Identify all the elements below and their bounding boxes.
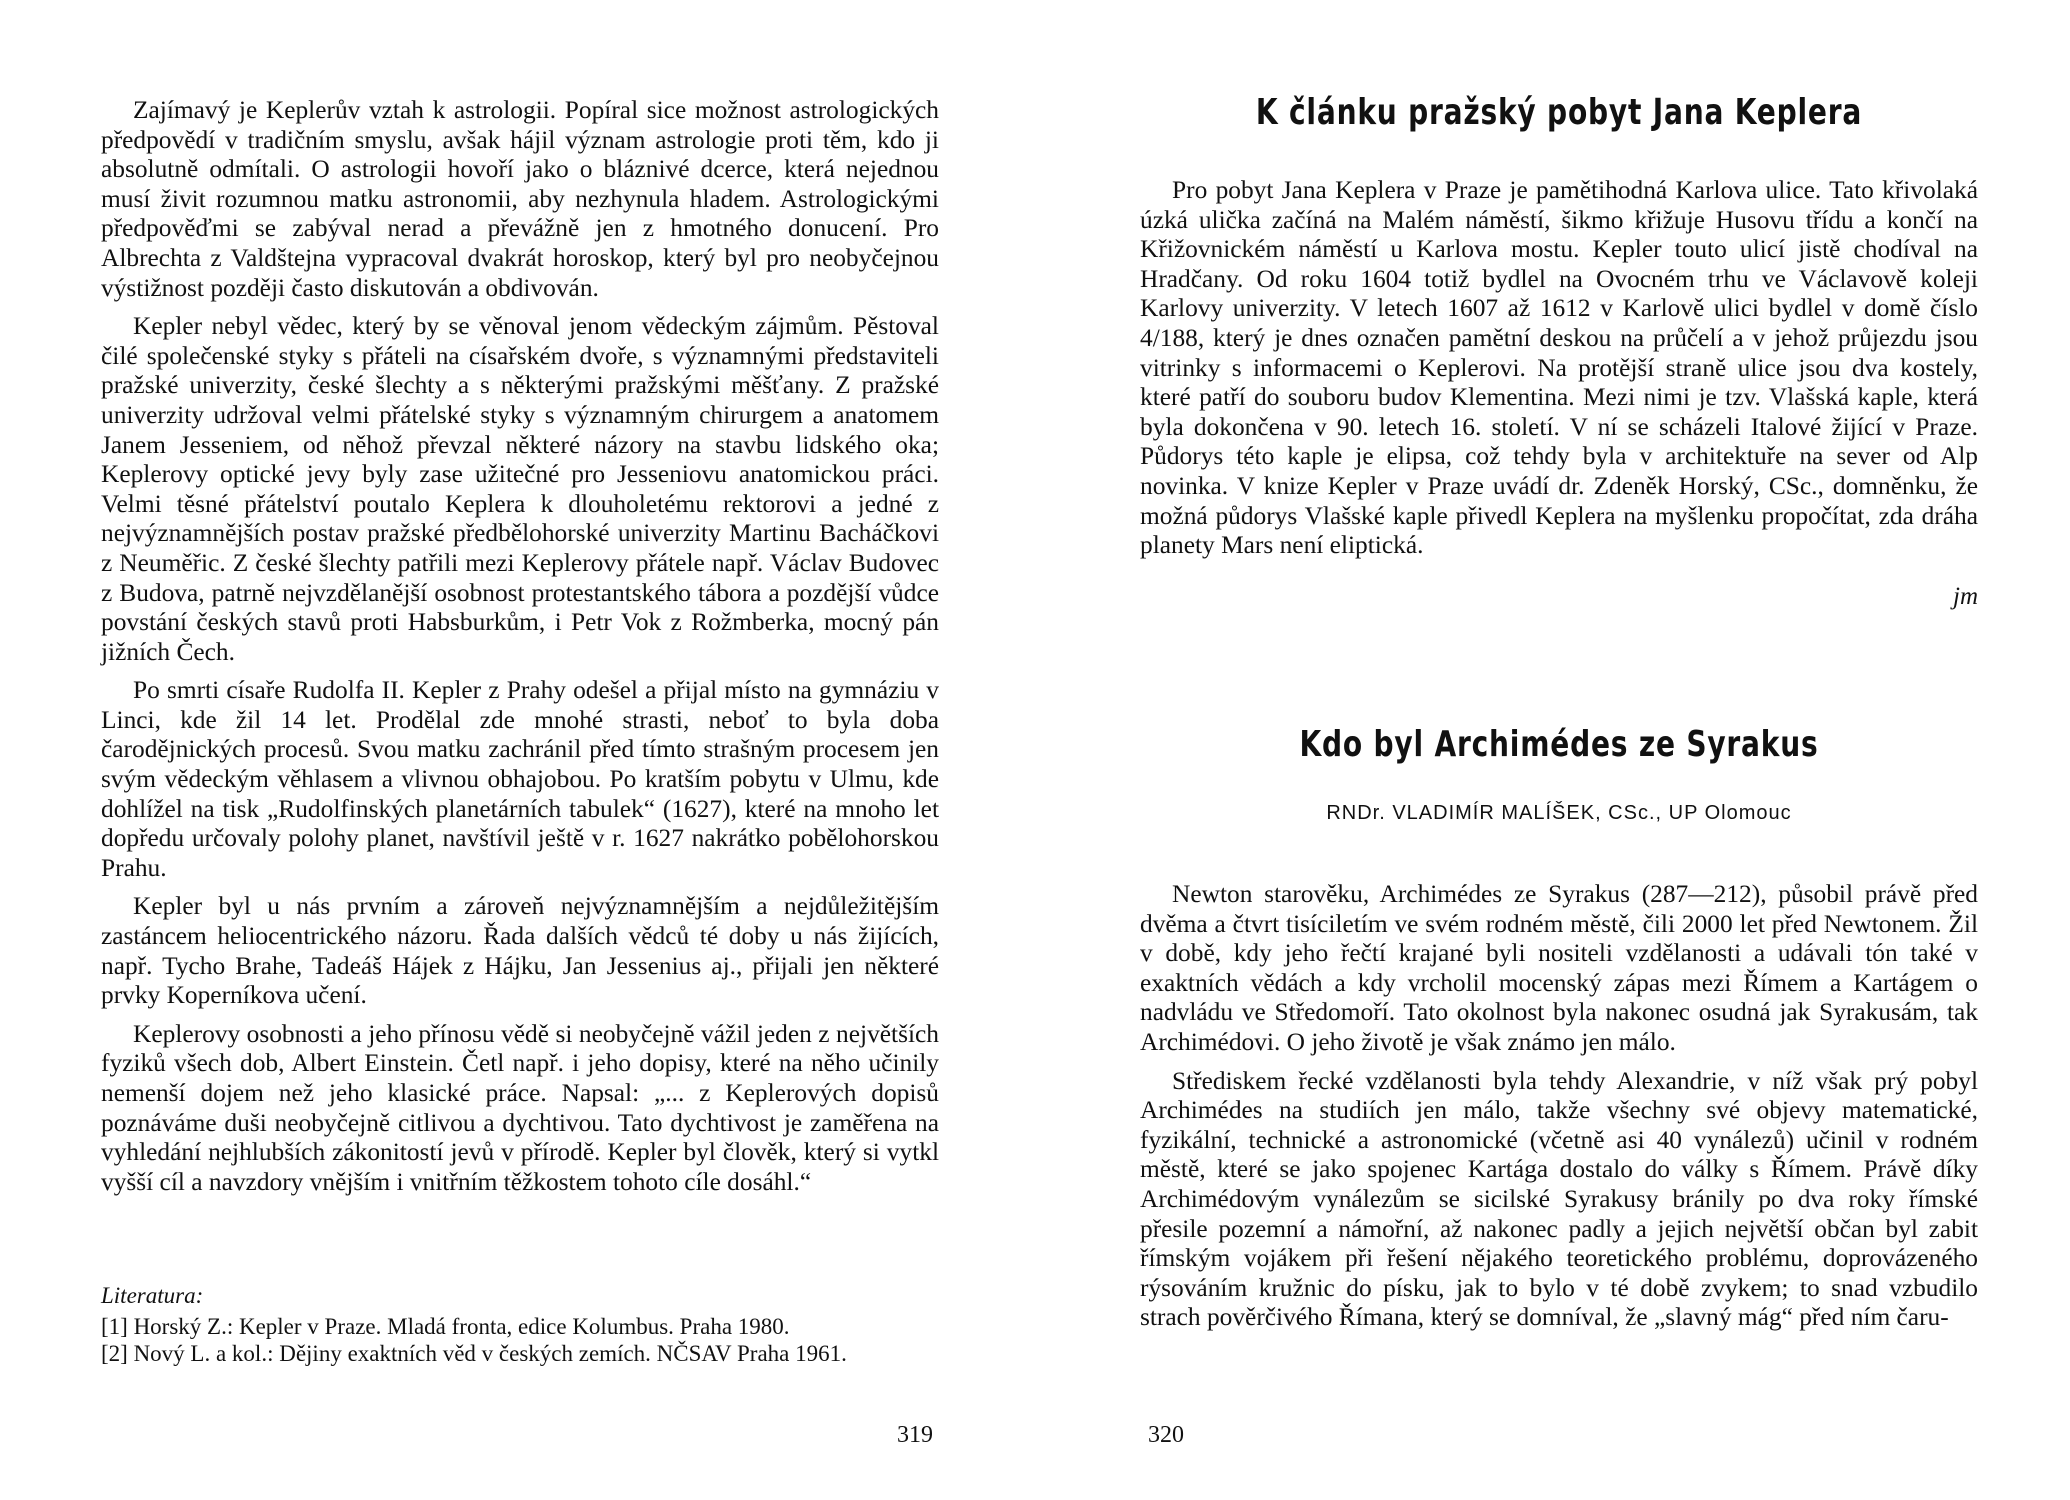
paragraph: Kepler byl u nás prvním a zároveň nejvýznamnějším a nejdůležitějším zastáncem heliocentrického názoru. Řada dalších vědců té doby u nás žijících, např. Tycho Brahe, Tadeáš Hájek z Hájku, Jan Jessenius aj., přijali jen některé prvky Koperníkova učení.: [101, 892, 939, 1010]
literature-title: Literatura:: [101, 1283, 204, 1308]
paragraph: Střediskem řecké vzdělanosti byla tehdy Alexandrie, v níž však prý pobyl Archimédes na studiích jen málo, takže všechny své objevy matematické, fyzikální, technické a astronomické (včetně asi 40 vynálezů) učinil v rodném městě, které se jako spojenec Kartága dostalo do války s Římem. Právě díky Archimédovým vynálezům se sicilské Syrakusy bránily po dva roky římské přesile pozemní a námořní, až nakonec padly a jejich největší občan byl zabit římským vojákem při řešení nějakého teoretického problému, doprovázeného rýsováním kružnic do písku, jak to bylo v té době zvykem; to snad vzbudilo strach pověrčivého Římana, který se domníval, že „slavný mág“ před ním čaru-: [1140, 1066, 1978, 1332]
author-byline: RNDr. VLADIMÍR MALÍŠEK, CSc., UP Olomouc: [1326, 802, 1792, 824]
paragraph: Zajímavý je Keplerův vztah k astrologii. Popíral sice možnost astrologických předpovědí v tradičním smyslu, avšak hájil význam astrologie proti těm, kdo ji absolutně odmítali. O astrologii hovoří jako o bláznivé dcerce, která nejednou musí živit rozumnou matku astronomii, aby nezhynula hladem. Astrologickými předpověďmi se zabýval nerad a převážně jen z hmotného donucení. Pro Albrechta z Valdštejna vypracoval dvakrát horoskop, který byl pro neobyčejnou výstižnost později často diskutován a obdivován.: [101, 96, 939, 302]
paragraph: Keplerovy osobnosti a jeho přínosu vědě si neobyčejně vážil jeden z největších fyziků všech dob, Albert Einstein. Četl např. i jeho dopisy, které na něho učinily nemenší dojem než jeho klasické práce. Napsal: „... z Keplerových dopisů poznáváme duši neobyčejně citlivou a dychtivou. Tato dychtivost je zaměřena na vyhledání nejhlubších zákonitostí jevů v přírodě. Kepler byl člověk, který si vytkl vyšší cíl a navzdory vnějším i vnitřním těžkostem tohoto cíle dosáhl.“: [101, 1019, 939, 1196]
article-title-kepler: K článku pražský pobyt Jana Keplera: [1255, 92, 1863, 133]
paragraph: Kepler nebyl vědec, který by se věnoval jenom vědeckým zájmům. Pěstoval čilé společenské styky s přáteli na císařském dvoře, s významnými představiteli pražské univerzity, české šlechty a s některými pražskými měšťany. Z pražské univerzity udržoval velmi přátelské styky s významným chirurgem a anatomem Janem Jesseniem, od něhož převzal některé názory na stavbu lidského oka; Keplerovy optické jevy byly zase užitečné pro Jesseniovu anatomickou práci. Velmi těsné přátelství poutalo Keplera k dlouholetému rektorovi a jedné z nejvýznamnějších postav pražské předbělohorské univerzity Martinu Bacháčkovi z Neuměřic. Z české šlechty patřili mezi Keplerovy přátele např. Václav Budovec z Budova, patrně nejvzdělanější osobnost protestantského tábora a pozdější vůdce povstání českých stavů proti Habsburkům, i Petr Vok z Rožmberka, mocný pán jižních Čech.: [101, 312, 939, 666]
article-archimedes-body: [1140, 880, 1978, 1342]
reference-item: [1] Horský Z.: Kepler v Praze. Mladá fronta, edice Kolumbus. Praha 1980.: [101, 1314, 790, 1339]
author-signature: jm: [1953, 583, 1978, 610]
paragraph: Newton starověku, Archimédes ze Syrakus (287—212), působil právě před dvěma a čtvrt tisíciletím ve svém rodném městě, čili 2000 let před Newtonem. Žil v době, kdy jeho řečtí krajané byli nositeli vzdělanosti a udávali tón také v exaktních vědách a kdy vrcholil mocenský zápas mezi Římem a Kartágem o nadvládu ve Středomoří. Tato okolnost byla nakonec osudná jak Syrakusám, tak Archimédovi. O jeho životě je však známo jen málo.: [1140, 880, 1978, 1056]
right-page: [1035, 0, 2070, 1500]
reference-item: [2] Nový L. a kol.: Dějiny exaktních věd v českých zemích. NČSAV Praha 1961.: [101, 1341, 847, 1366]
paragraph: Po smrti císaře Rudolfa II. Kepler z Prahy odešel a přijal místo na gymnáziu v Linci, kde žil 14 let. Prodělal zde mnohé strasti, neboť to byla doba čarodějnických procesů. Svou matku zachránil před tímto strašným procesem jen svým vědeckým věhlasem a vlivnou obhajobou. Po kratším pobytu v Ulmu, kde dohlížel na tisk „Rudolfinských planetárních tabulek“ (1627), které na mnoho let dopředu určovaly polohy planet, navštívil ještě v r. 1627 nakrátko pobělohorskou Prahu.: [101, 676, 939, 882]
literature-section: [101, 1282, 939, 1367]
left-body-text: [101, 96, 939, 1206]
page-number: 319: [897, 1422, 933, 1448]
article-kepler-body: [1140, 176, 1978, 570]
page-number: 320: [1148, 1422, 1184, 1448]
article-title-archimedes: Kdo byl Archimédes ze Syrakus: [1299, 724, 1819, 765]
paragraph: Pro pobyt Jana Keplera v Praze je pamětihodná Karlova ulice. Tato křivolaká úzká ulička začíná na Malém náměstí, šikmo křižuje Husovu třídu a končí na Křižovnickém náměstí u Karlova mostu. Kepler touto ulicí jistě chodíval na Hradčany. Od roku 1604 totiž bydlel na Ovocném trhu ve Václavově koleji Karlovy univerzity. V letech 1607 až 1612 v Karlově ulici bydlel v domě číslo 4/188, který je dnes označen pamětní deskou na průčelí a v jehož průjezdu jsou vitrinky s informacemi o Keplerovi. Na protější straně ulice jsou dva kostely, které patří do souboru budov Klementina. Mezi nimi je tzv. Vlašská kaple, která byla dokončena v 90. letech 16. století. V ní se scházeli Italové žijící v Praze. Půdorys této kaple je elipsa, což tehdy byla v architektuře na sever od Alp novinka. V knize Kepler v Praze uvádí dr. Zdeněk Horský, CSc., domněnku, že možná půdorys Vlašské kaple přivedl Keplera na myšlenku propočítat, zda dráha planety Mars není eliptická.: [1140, 176, 1978, 560]
